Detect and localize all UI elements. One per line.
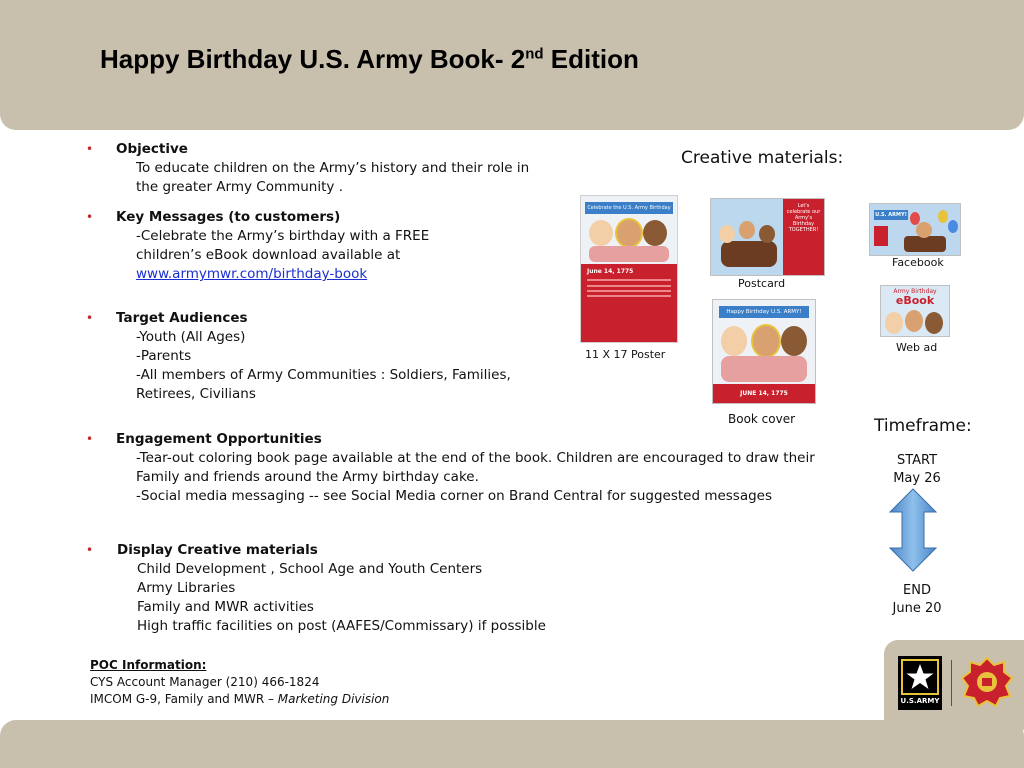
postcard-caption: Postcard <box>738 277 786 290</box>
birthday-book-link[interactable]: www.armymwr.com/birthday-book <box>136 266 368 282</box>
creative-materials-heading: Creative materials: <box>681 148 844 168</box>
timeframe-end <box>880 582 954 618</box>
star-icon <box>905 662 935 692</box>
display-line: High traffic facilities on post (AAFES/Commissary) if possible <box>137 618 546 634</box>
audience-line: -All members of Army Communities : Soldiers, Families, <box>136 367 511 383</box>
key-message-line: children’s eBook download available at <box>136 247 401 263</box>
logo-divider <box>951 660 952 706</box>
engagement-line: -Tear-out coloring book page available at the end of the book. Children are encouraged to draw their <box>136 450 815 466</box>
poc-heading: POC Information: <box>90 658 207 672</box>
poc-section <box>90 657 389 708</box>
double-arrow-icon <box>888 488 938 572</box>
poster-date: June 14, 1775 <box>587 268 634 275</box>
audiences-section <box>116 309 511 404</box>
imcom-crest-icon <box>960 656 1014 708</box>
audience-line: Retirees, Civilians <box>136 386 256 402</box>
poster-banner: Celebrate the U.S. Army Birthday <box>585 202 673 214</box>
bullet-audiences: • <box>86 311 94 325</box>
footer-band <box>0 720 1024 768</box>
bookcover-caption: Book cover <box>728 412 796 426</box>
bookcover-image <box>712 299 816 404</box>
display-line: Army Libraries <box>137 580 236 596</box>
poster-image <box>580 195 678 343</box>
display-line: Family and MWR activities <box>137 599 314 615</box>
end-date: June 20 <box>892 601 942 616</box>
start-date: May 26 <box>893 471 941 486</box>
facebook-caption: Facebook <box>892 256 944 269</box>
display-section <box>117 541 546 636</box>
key-messages-section <box>116 208 429 284</box>
audience-line: -Parents <box>136 348 192 364</box>
webad-line1: Army Birthday <box>893 288 937 295</box>
postcard-text: Let's celebrate our Army's Birthday TOGETHER! <box>783 199 824 275</box>
webad-line2: eBook <box>895 294 935 307</box>
objective-line: To educate children on the Army’s history and their role in <box>136 160 530 176</box>
objective-section <box>116 140 529 197</box>
key-message-line: -Celebrate the Army’s birthday with a FREE <box>136 228 430 244</box>
end-label: END <box>903 583 931 598</box>
army-logo-text: U.S.ARMY <box>900 697 940 705</box>
poc-line: CYS Account Manager (210) 466-1824 <box>90 675 320 689</box>
engagement-line: -Social media messaging -- see Social Media corner on Brand Central for suggested messages <box>136 488 773 504</box>
page-title: Happy Birthday U.S. Army Book- 2nd Edition <box>100 44 639 74</box>
army-star-logo <box>898 656 942 710</box>
poc-line-italic: Marketing Division <box>277 692 390 706</box>
engagement-section <box>116 430 815 506</box>
bullet-objective: • <box>86 142 94 156</box>
audience-line: -Youth (All Ages) <box>136 329 246 345</box>
bookcover-banner: Happy Birthday U.S. ARMY! <box>719 306 809 318</box>
facebook-text: U.S. ARMY! <box>875 212 907 218</box>
engagement-heading: Engagement Opportunities <box>116 431 322 447</box>
engagement-line: Family and friends around the Army birthday cake. <box>136 469 479 485</box>
bookcover-date: JUNE 14, 1775 <box>713 384 815 403</box>
facebook-image <box>869 203 961 256</box>
objective-line: the greater Army Community . <box>136 179 343 195</box>
timeframe-start <box>880 452 954 488</box>
postcard-image <box>710 198 825 276</box>
key-messages-heading: Key Messages (to customers) <box>116 209 341 225</box>
poster-caption: 11 X 17 Poster <box>585 348 666 361</box>
poc-line-prefix: IMCOM G-9, Family and MWR – <box>90 692 278 706</box>
bullet-engagement: • <box>86 432 94 446</box>
bullet-key-messages: • <box>86 210 94 224</box>
audiences-heading: Target Audiences <box>116 310 248 326</box>
bullet-display: • <box>86 543 94 557</box>
objective-heading: Objective <box>116 141 188 157</box>
display-heading: Display Creative materials <box>117 542 318 558</box>
display-line: Child Development , School Age and Youth Centers <box>137 561 483 577</box>
start-label: START <box>896 453 938 468</box>
webad-caption: Web ad <box>896 341 938 354</box>
webad-image <box>880 285 950 337</box>
timeframe-heading: Timeframe: <box>874 416 972 436</box>
